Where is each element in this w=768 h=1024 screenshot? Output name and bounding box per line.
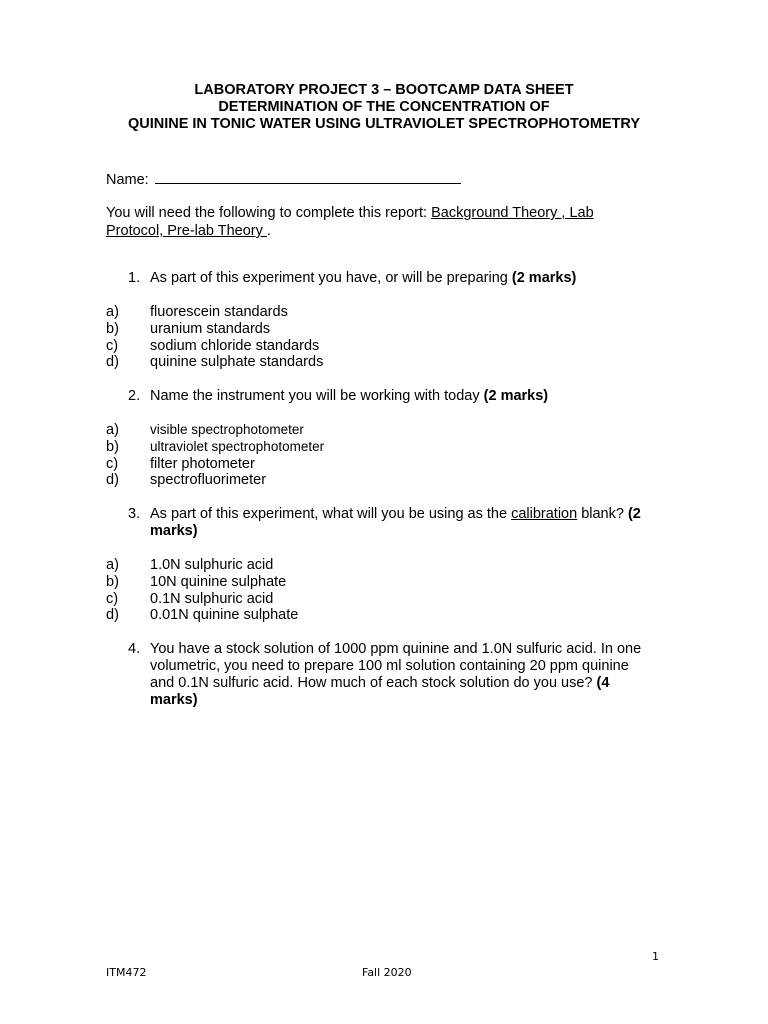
- option-letter: d): [106, 607, 119, 624]
- option-letter: b): [106, 438, 119, 455]
- option-letter: c): [106, 590, 119, 607]
- question-2-text: Name the instrument you will be working with today: [150, 388, 484, 404]
- title-line-3: QUININE IN TONIC WATER USING ULTRAVIOLET SPECTROPHOTOMETRY: [127, 116, 641, 132]
- option-text: fluorescein standards: [150, 304, 288, 320]
- page-number: 1: [652, 950, 659, 963]
- intro-text: You will need the following to complete this report:: [106, 205, 432, 221]
- title-line-2: DETERMINATION OF THE CONCENTRATION OF: [218, 99, 550, 115]
- option-letter: b): [106, 320, 119, 337]
- intro-paragraph: [106, 204, 646, 240]
- option-letter: c): [106, 455, 119, 472]
- question-3-underlined: calibration: [511, 506, 578, 522]
- question-text: [150, 388, 668, 405]
- question-1-marks: (2 marks): [511, 270, 577, 286]
- option-text: quinine sulphate standards: [150, 354, 324, 371]
- name-blank-line[interactable]: [155, 168, 461, 184]
- question-3-text-before: As part of this experiment, what will you be using as the: [150, 506, 512, 522]
- option-letter: d): [106, 354, 119, 371]
- question-1-text: As part of this experiment you have, or will be preparing: [150, 270, 512, 286]
- option-text: filter photometer: [150, 455, 255, 472]
- required-docs-link-2: Protocol, Pre-lab Theory: [106, 223, 267, 239]
- option-text: 0.01N quinine sulphate: [150, 607, 299, 624]
- option-letter: a): [106, 557, 119, 573]
- option-text: 10N quinine sulphate: [150, 573, 287, 590]
- required-docs-link-1: Background Theory , Lab: [431, 205, 594, 221]
- question-2: [128, 388, 668, 405]
- option-text: visible spectrophotometer: [150, 422, 304, 437]
- option-letter: a): [106, 304, 119, 320]
- option-letter: d): [106, 472, 119, 489]
- option-letter: a): [106, 422, 119, 438]
- footer-course-code: ITM472: [106, 966, 147, 979]
- question-text: [150, 506, 648, 540]
- question-number: 2.: [128, 388, 141, 404]
- option-text: uranium standards: [150, 320, 271, 337]
- option-letter: c): [106, 337, 119, 354]
- question-4: [128, 641, 644, 709]
- name-label: Name:: [106, 172, 149, 188]
- intro-end: .: [266, 223, 271, 239]
- question-4-marks: (4 marks): [150, 675, 610, 708]
- question-3-marks: (2 marks): [150, 506, 641, 539]
- question-4-text: You have a stock solution of 1000 ppm quinine and 1.0N sulfuric acid. In one volumetric, you need to prepare 100 ml solution containing 20 ppm quinine and 0.1N sulfuric acid. How much of each stock solution do you use?: [150, 641, 642, 691]
- option-text: ultraviolet spectrophotometer: [150, 438, 325, 454]
- footer-term: Fall 2020: [362, 966, 412, 979]
- document-title: [0, 82, 768, 133]
- option-text: sodium chloride standards: [150, 337, 320, 354]
- question-1: [128, 270, 668, 287]
- question-number: 4.: [128, 641, 141, 657]
- option-text: spectrofluorimeter: [150, 472, 267, 489]
- question-3-text-after: blank?: [577, 506, 628, 522]
- question-number: 3.: [128, 506, 141, 522]
- question-text: [150, 270, 668, 287]
- question-2-marks: (2 marks): [483, 388, 549, 404]
- question-text: [150, 641, 644, 709]
- option-text: 0.1N sulphuric acid: [150, 590, 274, 607]
- title-line-1: LABORATORY PROJECT 3 – BOOTCAMP DATA SHEET: [194, 82, 574, 98]
- question-number: 1.: [128, 270, 141, 286]
- option-letter: b): [106, 573, 119, 590]
- name-row: [106, 168, 461, 189]
- question-3: [128, 506, 648, 540]
- option-text: 1.0N sulphuric acid: [150, 557, 274, 573]
